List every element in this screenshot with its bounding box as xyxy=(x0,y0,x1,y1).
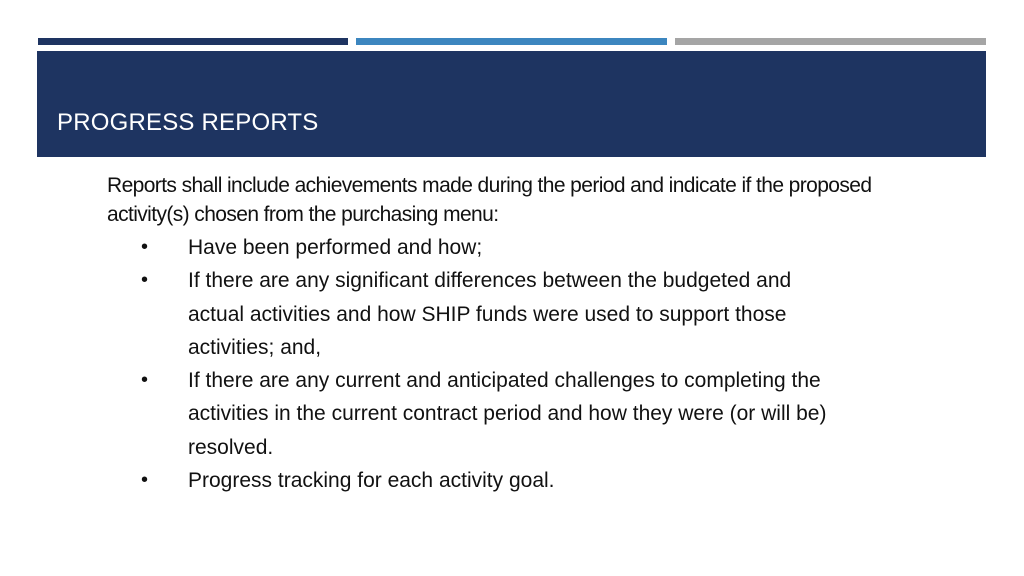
accent-bar-dark xyxy=(38,38,348,45)
bullet-text: If there are any significant differences between the budgeted and actual activities and how SHIP funds were used to support those activities; and, xyxy=(188,269,792,359)
bullet-list xyxy=(107,231,937,497)
intro-paragraph: Reports shall include achievements made during the period and indicate if the proposed activity(s) chosen from the purchasing menu: xyxy=(107,174,872,226)
bullet-text: Have been performed and how; xyxy=(188,236,483,259)
bullet-icon: • xyxy=(141,469,149,492)
accent-bar-gray xyxy=(675,38,986,45)
bullet-text: If there are any current and anticipated challenges to completing the activities in the current contract period and how they were (or will be) resolved. xyxy=(188,369,827,459)
bullet-item xyxy=(107,231,848,264)
bullet-item xyxy=(107,264,848,364)
bullet-text: Progress tracking for each activity goal. xyxy=(188,469,555,493)
bullet-item xyxy=(107,464,848,497)
title-band xyxy=(37,51,986,157)
bullet-icon: • xyxy=(141,369,149,392)
slide-title: PROGRESS REPORTS xyxy=(57,109,319,136)
bullet-item xyxy=(107,364,848,464)
bullet-icon: • xyxy=(141,269,149,292)
body-content xyxy=(107,171,937,497)
bullet-icon: • xyxy=(141,236,149,258)
accent-bar-blue xyxy=(356,38,667,45)
